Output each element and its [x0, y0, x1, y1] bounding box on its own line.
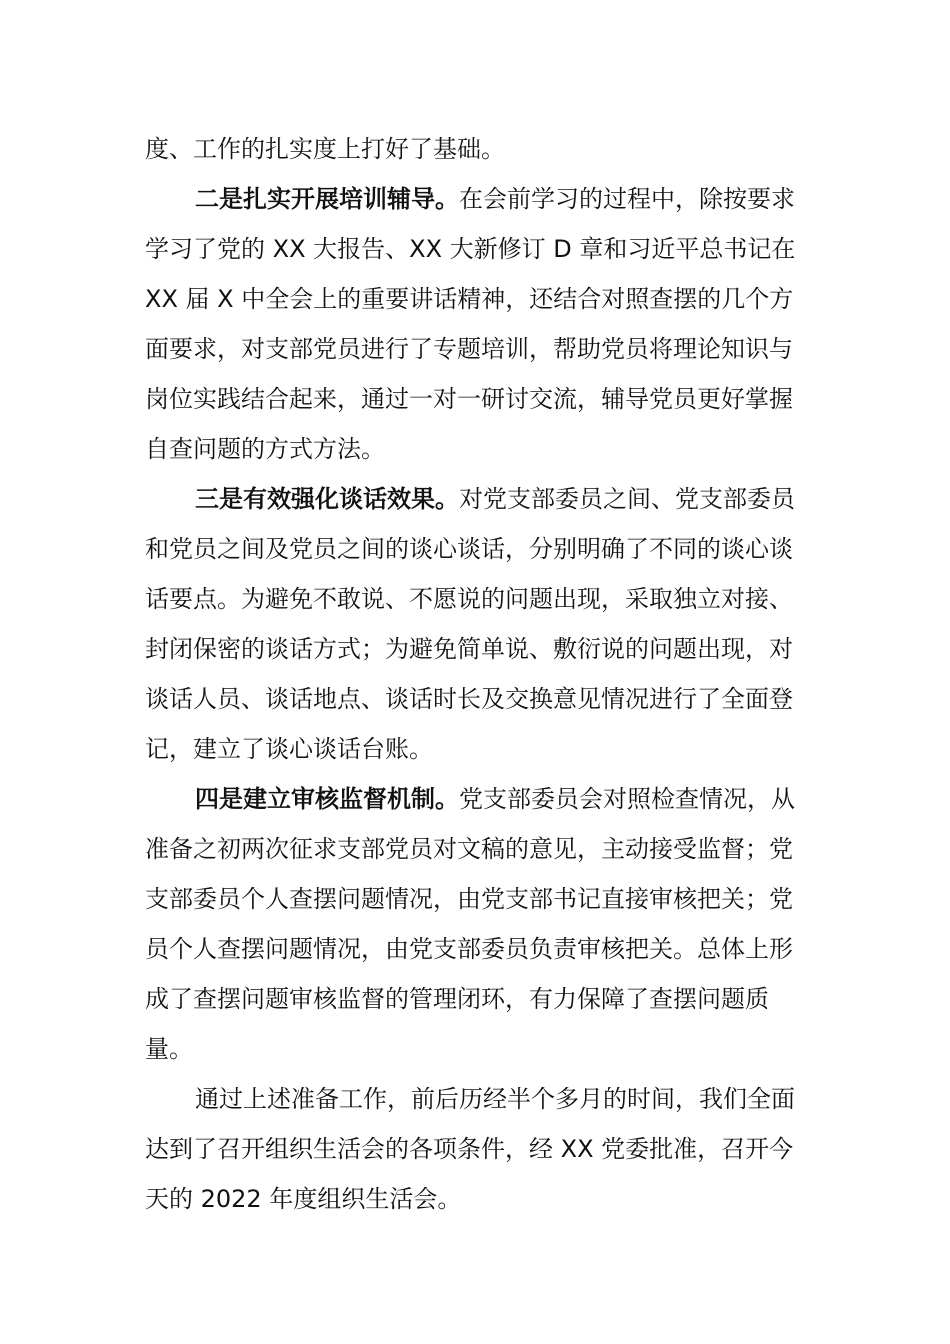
paragraph-heading: 二是扎实开展培训辅导。: [195, 185, 459, 213]
paragraph-heading: 四是建立审核监督机制。: [195, 785, 459, 813]
paragraph-text: 在会前学习的过程中，除按要求学习了党的 XX 大报告、XX 大新修订 D 章和习近平总书记在 XX 届 X 中全会上的重要讲话精神，还结合对照查摆的几个方面要求，对支部党员进行了专题培训，帮助党员将理论知识与岗位实践结合起来，通过一对一研讨交流，辅导党员更好掌握自查问题的方式方法。: [145, 185, 796, 463]
paragraph-continuation: [145, 124, 815, 174]
document-body: [145, 124, 815, 1224]
paragraph-supervision: [145, 774, 815, 1074]
paragraph-training: [145, 174, 815, 474]
paragraph-heading: 三是有效强化谈话效果。: [195, 485, 459, 513]
paragraph-text: 党支部委员会对照检查情况，从准备之初两次征求支部党员对文稿的意见，主动接受监督；党支部委员个人查摆问题情况，由党支部书记直接审核把关；党员个人查摆问题情况，由党支部委员负责审核把关。总体上形成了查摆问题审核监督的管理闭环，有力保障了查摆问题质量。: [145, 785, 795, 1063]
paragraph-text: 度、工作的扎实度上打好了基础。: [145, 135, 505, 163]
paragraph-talks: [145, 474, 815, 774]
paragraph-text: 对党支部委员之间、党支部委员和党员之间及党员之间的谈心谈话，分别明确了不同的谈心谈话要点。为避免不敢说、不愿说的问题出现，采取独立对接、封闭保密的谈话方式；为避免简单说、敷衍说的问题出现，对谈话人员、谈话地点、谈话时长及交换意见情况进行了全面登记，建立了谈心谈话台账。: [145, 485, 795, 763]
paragraph-conclusion: [145, 1074, 815, 1224]
paragraph-text: 通过上述准备工作，前后历经半个多月的时间，我们全面达到了召开组织生活会的各项条件，经 XX 党委批准，召开今天的 2022 年度组织生活会。: [145, 1085, 795, 1213]
